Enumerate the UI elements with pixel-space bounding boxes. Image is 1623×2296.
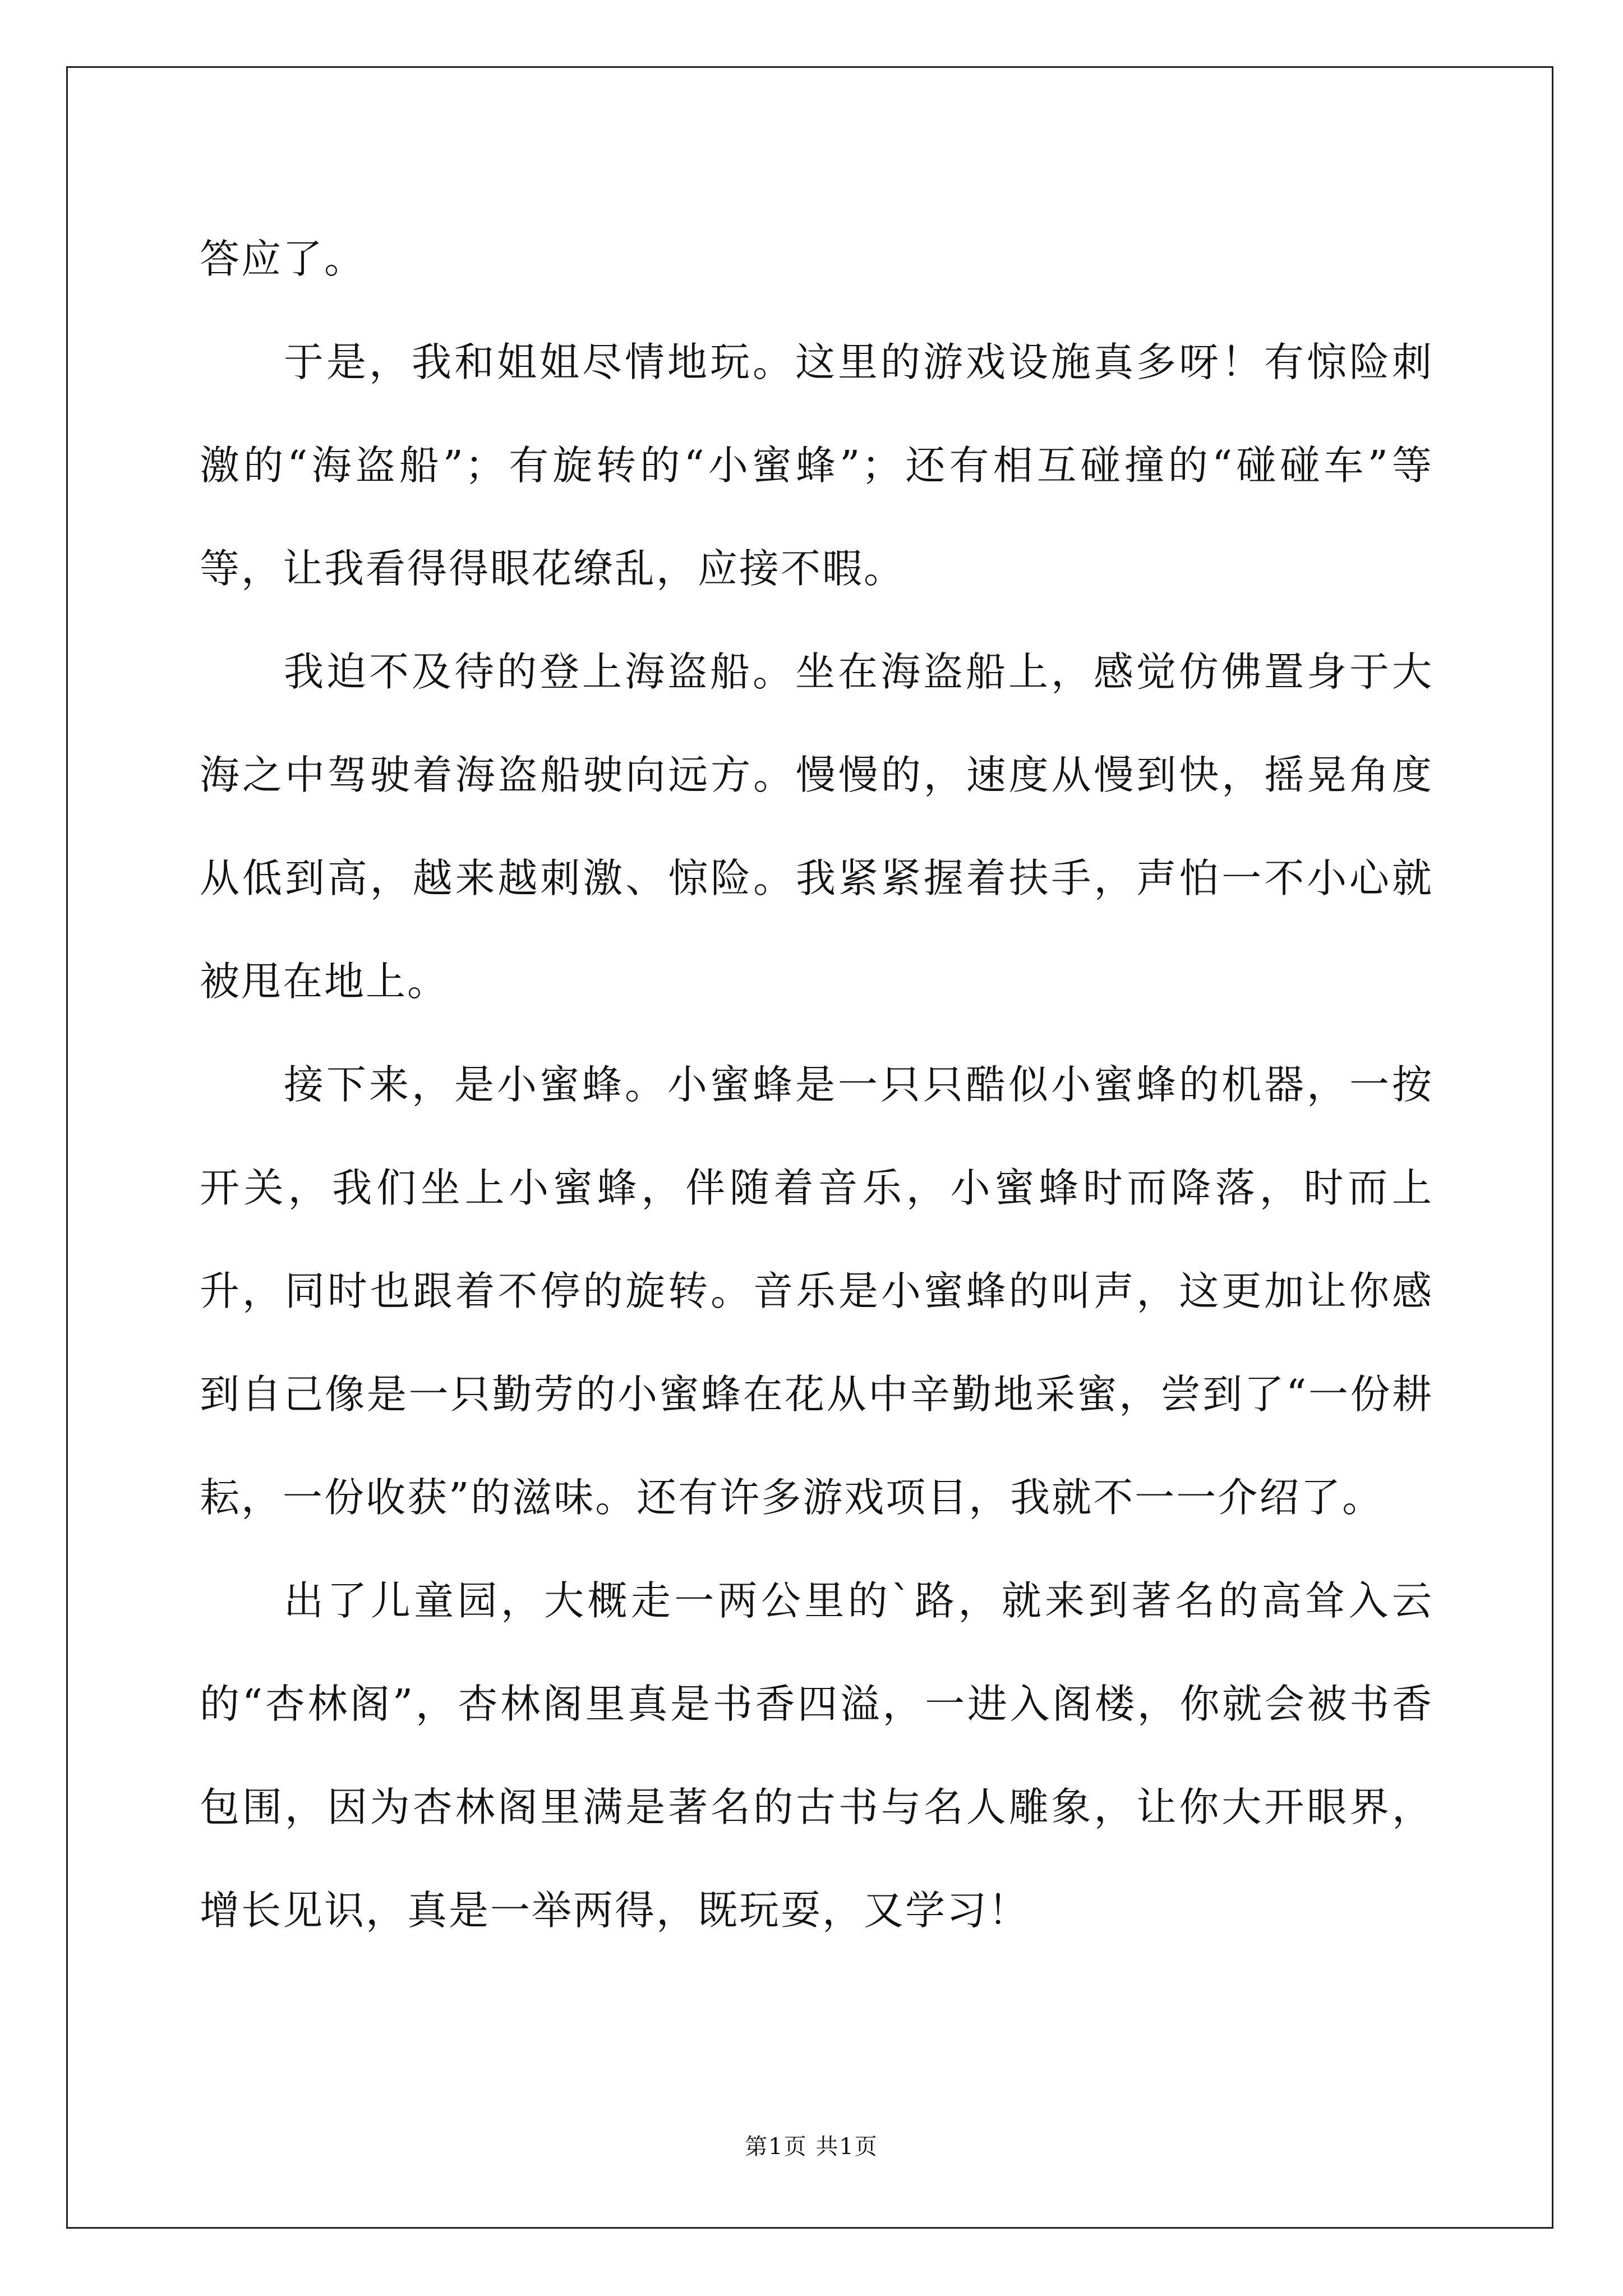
- paragraph-4: 接下来，是小蜜蜂。小蜜蜂是一只只酷似小蜜蜂的机器，一按开关，我们坐上小蜜蜂，伴随着音乐，小蜜蜂时而降落，时而上升，同时也跟着不停的旋转。音乐是小蜜蜂的叫声，这更加让你感到自己像是一只勤劳的小蜜蜂在花从中辛勤地采蜜，尝到了“一份耕耘，一份收获”的滋味。还有许多游戏项目，我就不一一介绍了。: [200, 1061, 1433, 1521]
- page-footer: 第1页 共1页: [745, 2134, 878, 2160]
- paragraph-5: 出了儿童园，大概走一两公里的`路，就来到著名的高耸入云的“杏林阁”，杏林阁里真是书香四溢，一进入阁楼，你就会被书香包围，因为杏林阁里满是著名的古书与名人雕象，让你大开眼界，增长见识，真是一举两得，既玩耍，又学习！: [200, 1577, 1433, 1934]
- document-body: [200, 208, 1433, 1962]
- paragraph-2: 于是，我和姐姐尽情地玩。这里的游戏设施真多呀！有惊险刺激的“海盗船”；有旋转的“小蜜蜂”；还有相互碰撞的“碰碰车”等等，让我看得得眼花缭乱，应接不暇。: [200, 339, 1433, 592]
- paragraph-1: 答应了。: [200, 236, 366, 282]
- paragraph-3: 我迫不及待的登上海盗船。坐在海盗船上，感觉仿佛置身于大海之中驾驶着海盗船驶向远方。慢慢的，速度从慢到快，摇晃角度从低到高，越来越刺激、惊险。我紧紧握着扶手，声怕一不小心就被甩在地上。: [200, 648, 1433, 1005]
